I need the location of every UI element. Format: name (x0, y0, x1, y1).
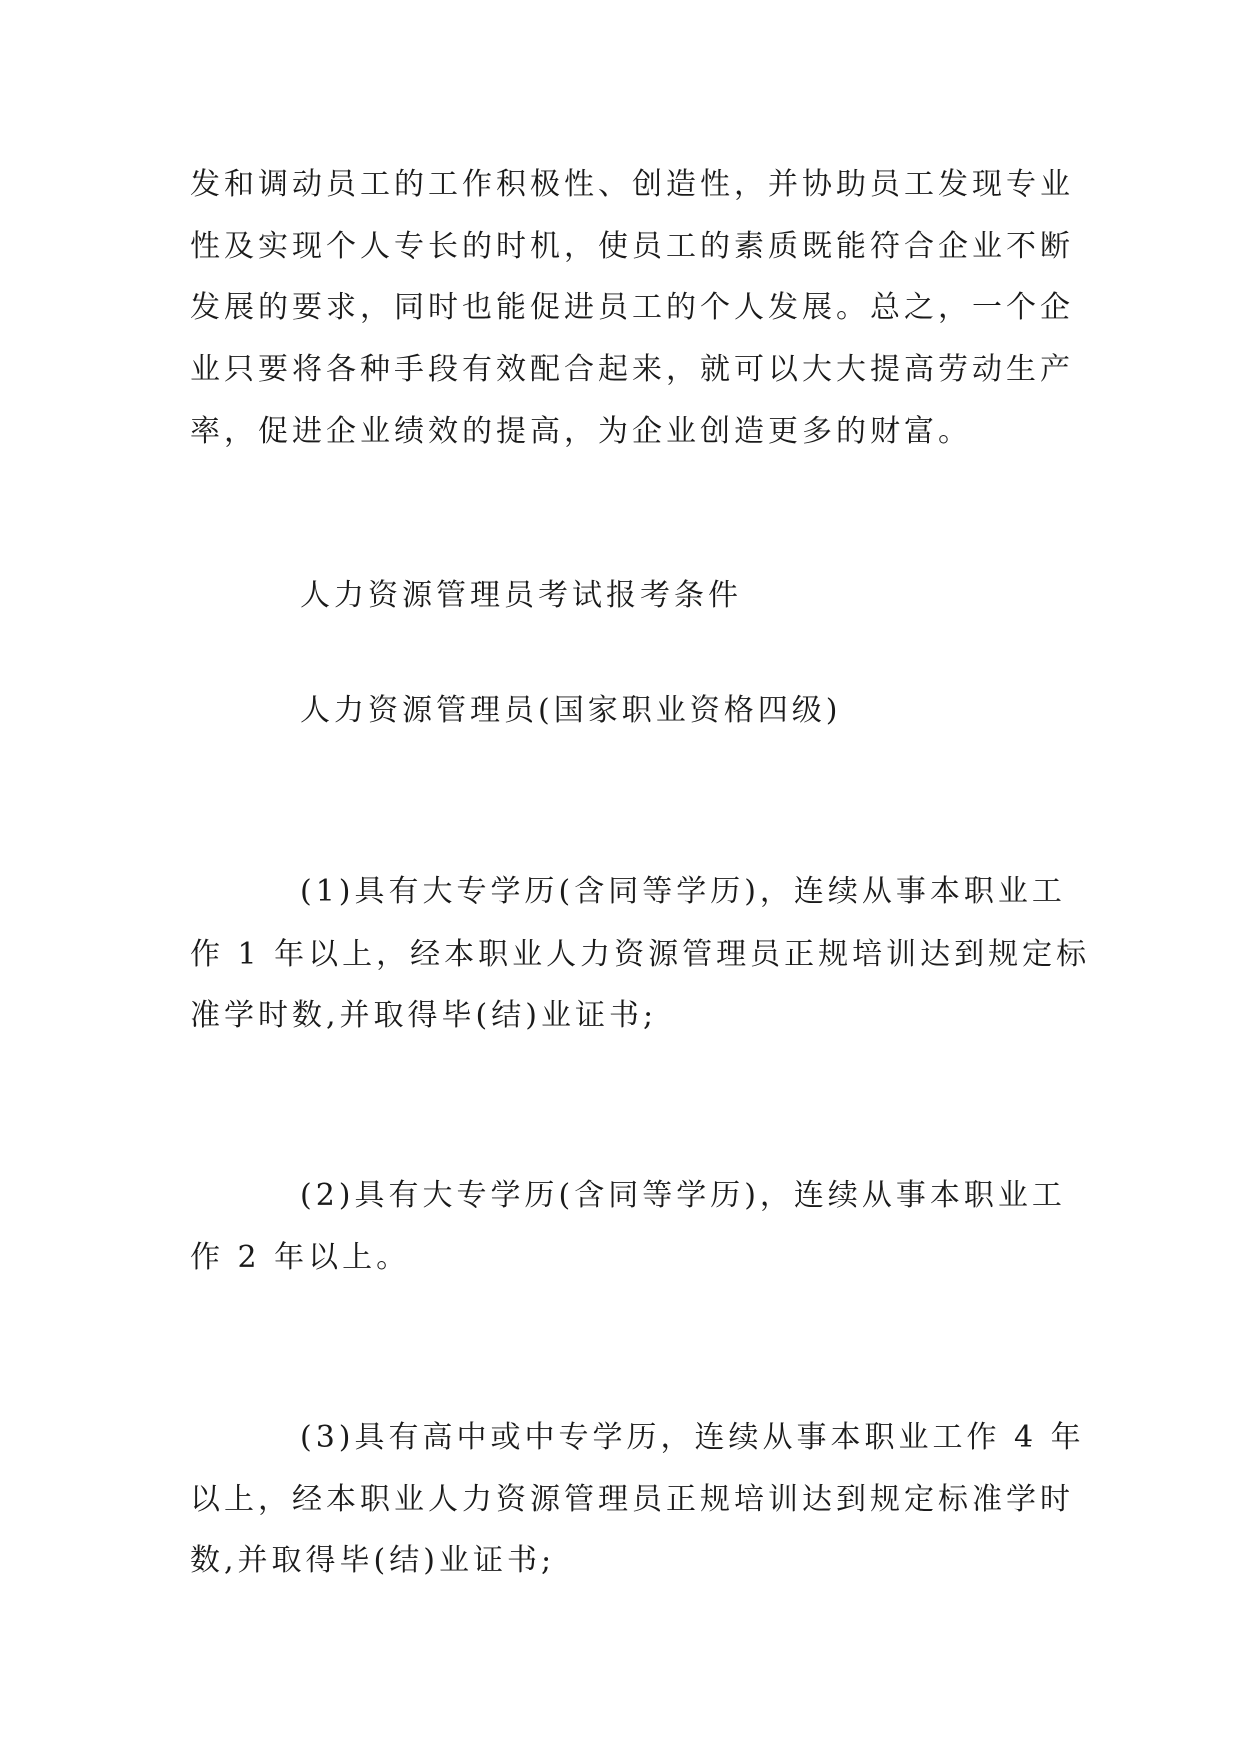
condition-line: (1)具有大专学历(含同等学历)，连续从事本职业工 (300, 874, 1066, 909)
paragraph-line: 发展的要求，同时也能促进员工的个人发展。总之，一个企 (190, 290, 1074, 325)
condition-line: 作 1 年以上，经本职业人力资源管理员正规培训达到规定标 (190, 937, 1091, 972)
paragraph-line: 率，促进企业绩效的提高，为企业创造更多的财富。 (190, 414, 972, 449)
condition-line: 以上，经本职业人力资源管理员正规培训达到规定标准学时 (190, 1482, 1074, 1517)
condition-line: 作 2 年以上。 (190, 1240, 411, 1275)
paragraph-line: 性及实现个人专长的时机，使员工的素质既能符合企业不断 (190, 229, 1074, 264)
condition-line: 准学时数,并取得毕(结)业证书; (190, 998, 658, 1033)
condition-line: 数,并取得毕(结)业证书; (190, 1543, 556, 1578)
paragraph-line: 业只要将各种手段有效配合起来，就可以大大提高劳动生产 (190, 352, 1074, 387)
condition-line: (3)具有高中或中专学历，连续从事本职业工作 4 年 (300, 1420, 1085, 1455)
paragraph-line: 发和调动员工的工作积极性、创造性，并协助员工发现专业 (190, 167, 1074, 202)
condition-line: (2)具有大专学历(含同等学历)，连续从事本职业工 (300, 1178, 1066, 1213)
section-heading: 人力资源管理员考试报考条件 (300, 578, 742, 613)
section-subheading: 人力资源管理员(国家职业资格四级) (300, 693, 842, 728)
